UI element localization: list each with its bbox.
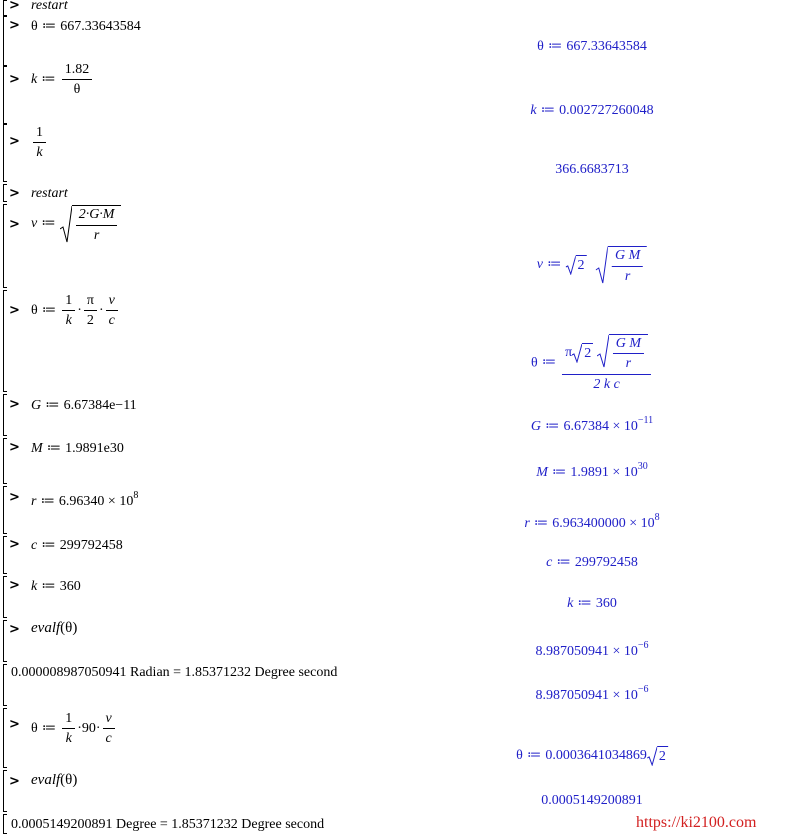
output-theta [537,38,647,55]
var-G: G [530,419,541,434]
prompt: > [9,537,20,552]
denominator: r [93,227,100,243]
output-evalf-2: 0.0005149200891 [541,793,643,808]
sqrt [565,255,586,275]
numerator: 1 [33,125,46,143]
value: 6.67384e−11 [63,398,137,413]
group-bracket[interactable] [3,576,7,618]
exponent: 8 [133,490,139,501]
numerator: G M [612,248,643,266]
mantissa: 6.96340 × 10 [58,494,134,509]
assign-op: ≔ [45,398,60,413]
group-bracket[interactable] [3,438,7,484]
text-degree-note[interactable]: 0.0005149200891 Degree = 1.85371232 Degree second [11,817,325,832]
assign-op: ≔ [41,538,56,553]
mantissa: 6.963400000 × 10 [552,516,655,531]
input-c-assign[interactable] [31,537,123,554]
var-c: c [31,538,38,553]
var-v: v [31,216,38,232]
group-bracket[interactable] [3,814,7,834]
output-G [531,415,653,435]
assign-op: ≔ [533,516,549,531]
output-k-reassign [567,595,617,612]
value: 667.33643584 [60,19,141,34]
numerator: 1.82 [62,62,93,80]
denominator: c [108,313,115,329]
input-restart[interactable]: restart [31,0,68,13]
prompt: > [9,18,20,33]
assign-op: ≔ [556,555,571,570]
prompt: > [9,186,20,201]
input-evalf-2[interactable]: evalf(θ) [31,772,78,788]
assign-op: ≔ [541,355,557,371]
prompt: > [9,0,20,13]
var-theta: θ [530,355,538,371]
numerator: 1 [62,711,75,729]
group-bracket[interactable] [3,770,7,812]
group-bracket[interactable] [3,66,7,124]
input-k-reassign[interactable] [31,578,81,595]
prompt: > [9,578,20,593]
exponent: 8 [654,512,660,523]
group-bracket[interactable] [3,536,7,574]
input-v-assign[interactable] [31,205,121,243]
var-k: k [530,103,537,118]
prompt: > [9,490,20,505]
input-M-assign[interactable] [31,440,124,457]
value: 90 [81,721,96,737]
var-theta: θ [537,39,544,54]
denominator: c [105,731,112,747]
output-k [530,102,653,119]
sqrt [60,205,122,243]
output-theta-90 [516,746,668,766]
numerator: v [103,711,115,729]
var-theta: θ [31,303,38,319]
group-bracket[interactable] [3,664,7,706]
assign-op: ≔ [41,579,56,594]
radicand: 2 [582,343,593,363]
value: 667.33643584 [566,39,647,54]
fn-evalf: evalf [31,772,61,788]
mantissa: 8.987050941 × 10 [535,644,638,659]
input-reciprocal-k[interactable] [31,125,48,161]
group-bracket[interactable] [3,204,7,288]
mantissa: 6.67384 × 10 [563,419,638,434]
output-theta-formula [531,334,653,392]
numerator: G M [613,336,644,354]
assign-op: ≔ [41,216,56,232]
group-bracket[interactable] [3,16,7,66]
value: 360 [59,579,81,594]
value: 299792458 [59,538,123,553]
numerator: v [106,293,118,311]
text-radian-note[interactable]: 0.000008987050941 Radian = 1.85371232 Degree second [11,665,338,680]
denominator: r [624,268,631,284]
output-reciprocal: 366.6683713 [555,162,629,177]
assign-op: ≔ [41,721,57,737]
fraction [103,711,115,747]
var-theta: θ [31,721,38,737]
var-k: k [567,596,574,611]
denominator: k [65,731,72,747]
mantissa: 1.9891 × 10 [570,465,638,480]
numerator: 2·G·M [76,207,118,225]
input-r-assign[interactable] [31,490,138,510]
pi: π [565,345,573,361]
output-evalf-repeat [535,684,648,704]
prompt: > [9,134,20,149]
var-G: G [31,398,42,413]
exponent: −6 [637,640,649,651]
mantissa: 8.987050941 × 10 [535,688,638,703]
output-r [524,512,659,532]
sqrt [647,746,668,766]
watermark: https://ki2100.com [636,814,757,831]
input-G-assign[interactable] [31,397,137,414]
assign-op: ≔ [540,103,556,118]
denominator: k [36,145,43,161]
prompt: > [9,717,20,732]
assign-op: ≔ [41,72,56,88]
input-k-assign[interactable] [31,62,94,98]
var-theta: θ [516,748,523,764]
var-k: k [31,579,38,594]
denominator: 2 k c [593,376,620,392]
numerator: π [84,293,97,311]
fraction [62,62,93,98]
group-bracket[interactable] [3,620,7,662]
assign-op: ≔ [41,19,57,34]
var-c: c [546,555,553,570]
group-bracket[interactable] [3,124,7,182]
group-bracket[interactable] [3,394,7,436]
input-theta-formula[interactable]: θ ≔ $\frac{1}{k}$ · $\frac{\pi}{2}$ · $\frac{v}{c}$ [31,293,120,329]
output-v [537,246,647,284]
group-bracket[interactable] [3,708,7,768]
sqrt [596,246,647,284]
var-M: M [536,465,548,480]
exponent: −11 [637,415,654,426]
var-k: k [31,72,38,88]
group-bracket[interactable] [3,290,7,392]
value: 1.9891e30 [65,441,124,456]
output-M [536,461,648,481]
input-theta-90[interactable]: θ ≔ $\frac{1}{k}$ ·90· $\frac{v}{c}$ [31,711,117,747]
prompt: > [9,622,20,637]
fraction [33,125,46,161]
fraction [106,293,118,329]
fraction [62,293,75,329]
var-theta: θ [65,620,73,636]
fraction [62,711,75,747]
prompt: > [9,774,20,789]
value: 299792458 [574,555,638,570]
assign-op: ≔ [577,596,592,611]
group-bracket[interactable] [3,0,7,16]
fraction [613,336,644,372]
var-M: M [31,441,43,456]
fraction [562,334,651,392]
prompt: > [9,72,20,87]
sqrt [572,343,593,363]
exponent: −6 [637,684,649,695]
value: 0.002727260048 [559,103,654,118]
value: 360 [595,596,617,611]
numerator [562,334,651,375]
prompt: > [9,217,20,232]
var-v: v [536,257,543,273]
radicand: 2 [657,746,668,766]
group-bracket[interactable] [3,184,7,202]
exponent: 30 [637,461,648,472]
input-theta-assign[interactable] [31,18,141,35]
numerator: 1 [62,293,75,311]
value: 0.0003641034869 [545,748,647,764]
prompt: > [9,303,20,318]
assign-op: ≔ [551,465,567,480]
denominator: k [65,313,72,329]
assign-op: ≔ [546,257,562,273]
fn-evalf: evalf [31,620,61,636]
prompt: > [9,440,20,455]
fraction [76,207,118,243]
var-theta: θ [31,19,38,34]
assign-op: ≔ [544,419,560,434]
denominator: r [625,356,632,372]
assign-op: ≔ [46,441,62,456]
fraction [84,293,97,329]
assign-op: ≔ [547,39,563,54]
denominator: 2 [86,313,94,329]
fraction [612,248,643,284]
assign-op: ≔ [40,494,55,509]
var-theta: θ [65,772,73,788]
input-evalf[interactable]: evalf(θ) [31,620,78,636]
var-r: r [31,494,37,509]
prompt: > [9,397,20,412]
output-evalf [535,640,648,660]
var-r: r [524,516,530,531]
denominator: θ [73,82,81,98]
group-bracket[interactable] [3,486,7,534]
radicand: 2 [575,255,586,275]
assign-op: ≔ [41,303,57,319]
sqrt [597,334,648,372]
assign-op: ≔ [526,748,542,764]
input-restart[interactable]: restart [31,186,68,201]
output-c [546,554,638,571]
